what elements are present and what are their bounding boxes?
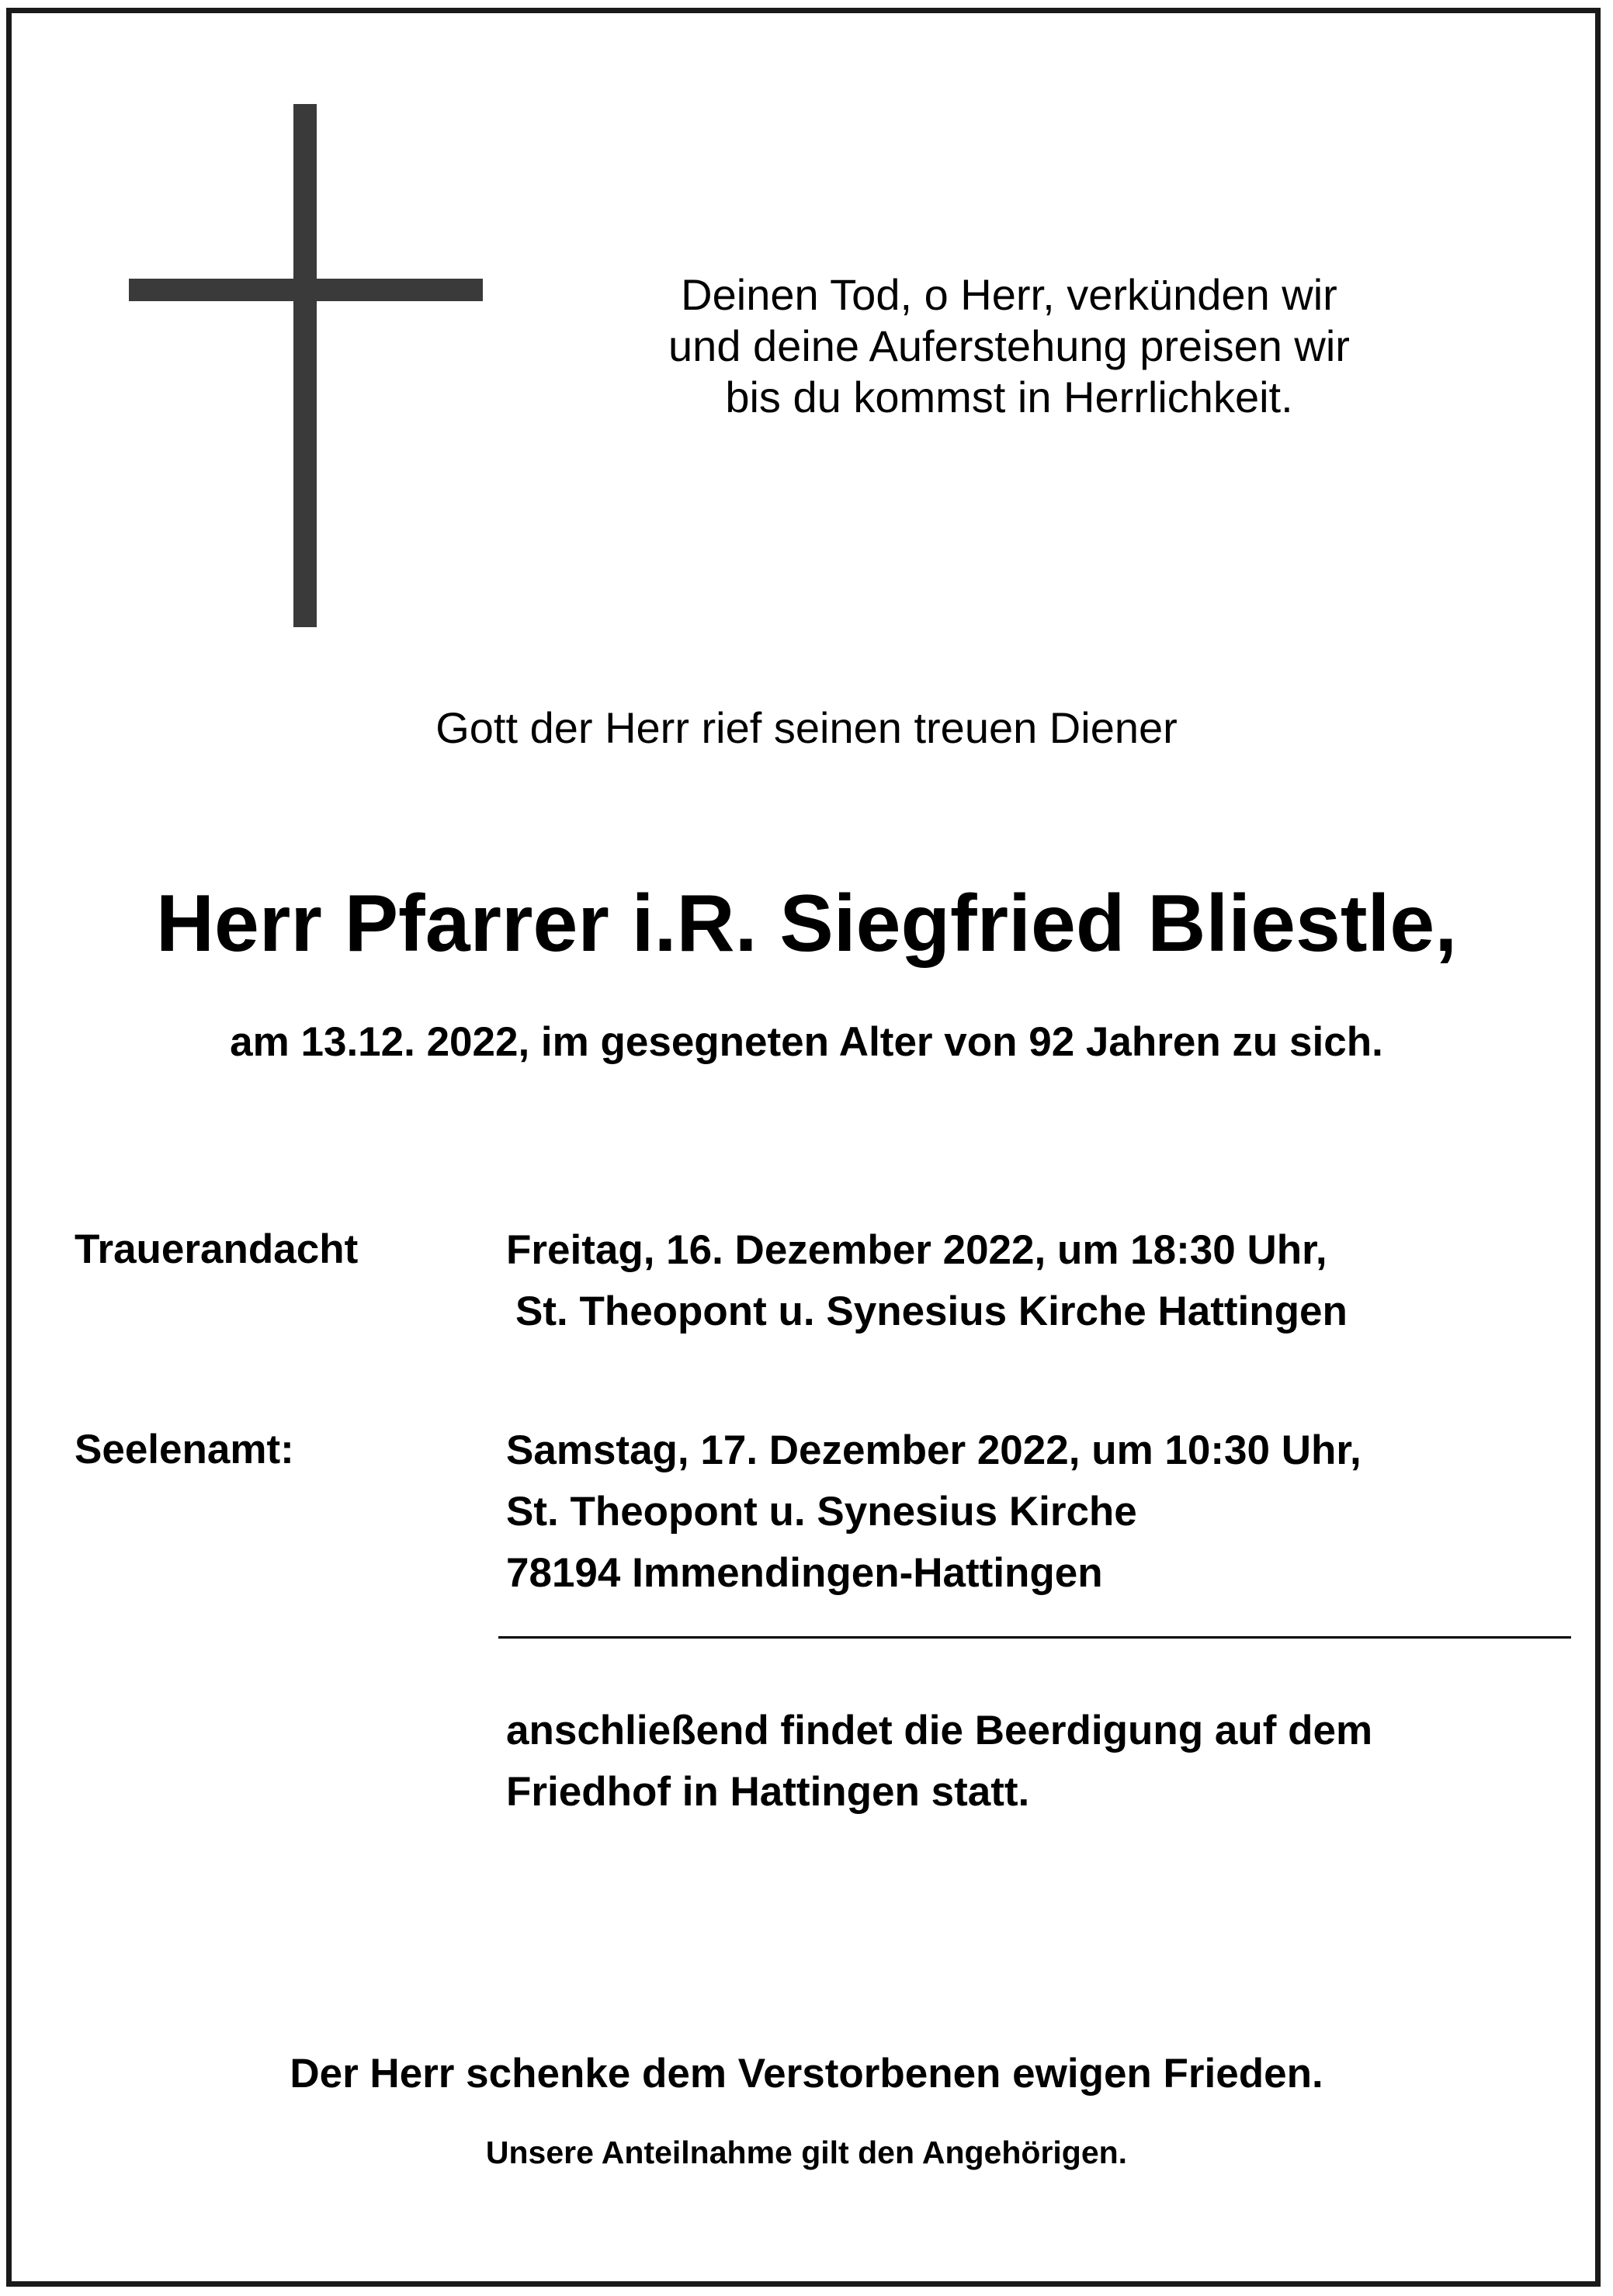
burial-note (506, 1700, 1372, 1823)
divider-line (498, 1636, 1571, 1639)
closing-blessing: Der Herr schenke dem Verstorbenen ewigen Frieden. (290, 2051, 1323, 2097)
event-detail-line: Samstag, 17. Dezember 2022, um 10:30 Uhr, (506, 1427, 1362, 1473)
cross-vertical-bar (293, 104, 317, 627)
bible-verse (621, 269, 1397, 423)
event-detail-line: 78194 Immendingen-Hattingen (506, 1550, 1103, 1596)
event-detail-line: Freitag, 16. Dezember 2022, um 18:30 Uhr, (506, 1227, 1327, 1273)
verse-line: bis du kommst in Herrlichkeit. (725, 373, 1293, 421)
condolence-note: Unsere Anteilnahme gilt den Angehörigen. (485, 2135, 1128, 2170)
deceased-name: Herr Pfarrer i.R. Siegfried Bliestle, (155, 879, 1458, 969)
event-detail-line: St. Theopont u. Synesius Kirche (506, 1489, 1137, 1535)
event-label-seelenamt: Seelenamt: (75, 1427, 294, 1472)
event-label-trauerandacht: Trauerandacht (75, 1226, 359, 1272)
event-detail-line: St. Theopont u. Synesius Kirche Hattingen (515, 1288, 1348, 1334)
intro-text: Gott der Herr rief seinen treuen Diener (435, 703, 1178, 752)
death-date-line: am 13.12. 2022, im gesegneten Alter von 92 Jahren zu sich. (230, 1019, 1383, 1065)
verse-line: Deinen Tod, o Herr, verkünden wir (681, 270, 1337, 319)
verse-line: und deine Auferstehung preisen wir (668, 321, 1350, 370)
burial-line: Friedhof in Hattingen statt. (506, 1769, 1030, 1815)
burial-line: anschließend findet die Beerdigung auf dem (506, 1708, 1373, 1753)
event-details-seelenamt (506, 1420, 1362, 1604)
cross-horizontal-bar (129, 279, 483, 301)
event-details-trauerandacht (506, 1219, 1348, 1342)
